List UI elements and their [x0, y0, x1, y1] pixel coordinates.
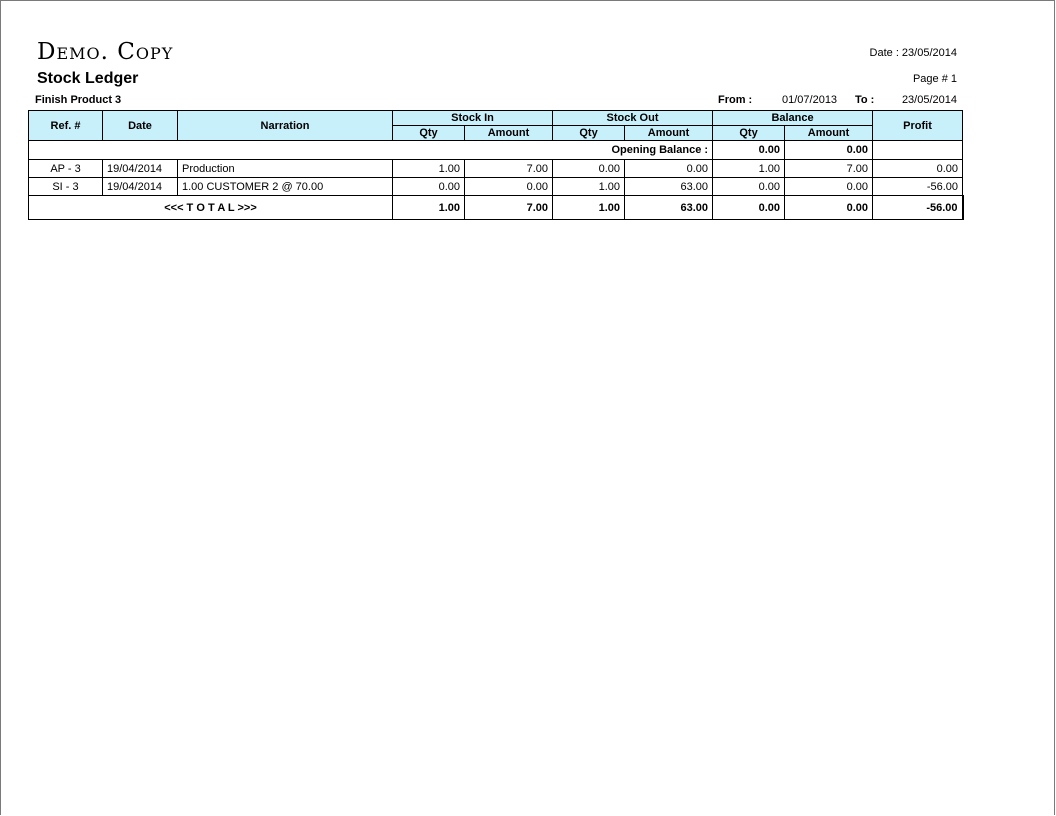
from-date: 01/07/2013 [782, 94, 838, 106]
cell-ref: SI - 3 [29, 178, 103, 196]
cell-profit: -56.00 [873, 178, 963, 196]
cell-in-amount: 0.00 [465, 178, 553, 196]
total-out-qty: 1.00 [553, 196, 625, 220]
opening-amount: 0.00 [785, 141, 873, 160]
cell-out-qty: 1.00 [553, 178, 625, 196]
opening-profit [873, 141, 963, 160]
stock-ledger-table [28, 110, 964, 220]
col-header-balance: Balance [713, 111, 873, 126]
cell-out-amount: 0.00 [625, 160, 713, 178]
cell-out-qty: 0.00 [553, 160, 625, 178]
header-row-groups [29, 111, 963, 126]
col-header-out-amount: Amount [625, 126, 713, 141]
report-date: Date : 23/05/2014 [869, 47, 957, 59]
to-date: 23/05/2014 [901, 94, 957, 106]
total-bal-qty: 0.00 [713, 196, 785, 220]
cell-date: 19/04/2014 [103, 160, 178, 178]
cell-profit: 0.00 [873, 160, 963, 178]
cell-in-qty: 1.00 [393, 160, 465, 178]
cell-narration: Production [178, 160, 393, 178]
company-name: Demo. Copy [37, 39, 174, 65]
total-out-amount: 63.00 [625, 196, 713, 220]
col-header-stock-in: Stock In [393, 111, 553, 126]
cell-bal-amount: 0.00 [785, 178, 873, 196]
total-profit: -56.00 [873, 196, 963, 220]
cell-narration: 1.00 CUSTOMER 2 @ 70.00 [178, 178, 393, 196]
col-header-in-qty: Qty [393, 126, 465, 141]
total-in-amount: 7.00 [465, 196, 553, 220]
col-header-stock-out: Stock Out [553, 111, 713, 126]
cell-in-qty: 0.00 [393, 178, 465, 196]
cell-bal-amount: 7.00 [785, 160, 873, 178]
from-label: From : [718, 94, 753, 106]
col-header-bal-amount: Amount [785, 126, 873, 141]
report-title: Stock Ledger [37, 70, 139, 87]
cell-ref: AP - 3 [29, 160, 103, 178]
cell-out-amount: 63.00 [625, 178, 713, 196]
to-label: To : [855, 94, 875, 106]
product-name: Finish Product 3 [35, 94, 122, 106]
col-header-out-qty: Qty [553, 126, 625, 141]
opening-qty: 0.00 [713, 141, 785, 160]
total-row [29, 196, 963, 220]
table-row [29, 160, 963, 178]
col-header-profit: Profit [873, 111, 963, 141]
table-row [29, 178, 963, 196]
cell-in-amount: 7.00 [465, 160, 553, 178]
opening-balance-row [29, 141, 963, 160]
col-header-date: Date [103, 111, 178, 141]
cell-bal-qty: 0.00 [713, 178, 785, 196]
opening-balance-label: Opening Balance : [29, 141, 713, 160]
total-label: <<< T O T A L >>> [29, 196, 393, 220]
total-bal-amount: 0.00 [785, 196, 873, 220]
col-header-narration: Narration [178, 111, 393, 141]
col-header-bal-qty: Qty [713, 126, 785, 141]
cell-date: 19/04/2014 [103, 178, 178, 196]
col-header-in-amount: Amount [465, 126, 553, 141]
cell-bal-qty: 1.00 [713, 160, 785, 178]
col-header-ref: Ref. # [29, 111, 103, 141]
total-in-qty: 1.00 [393, 196, 465, 220]
page-number: Page # 1 [912, 73, 957, 85]
